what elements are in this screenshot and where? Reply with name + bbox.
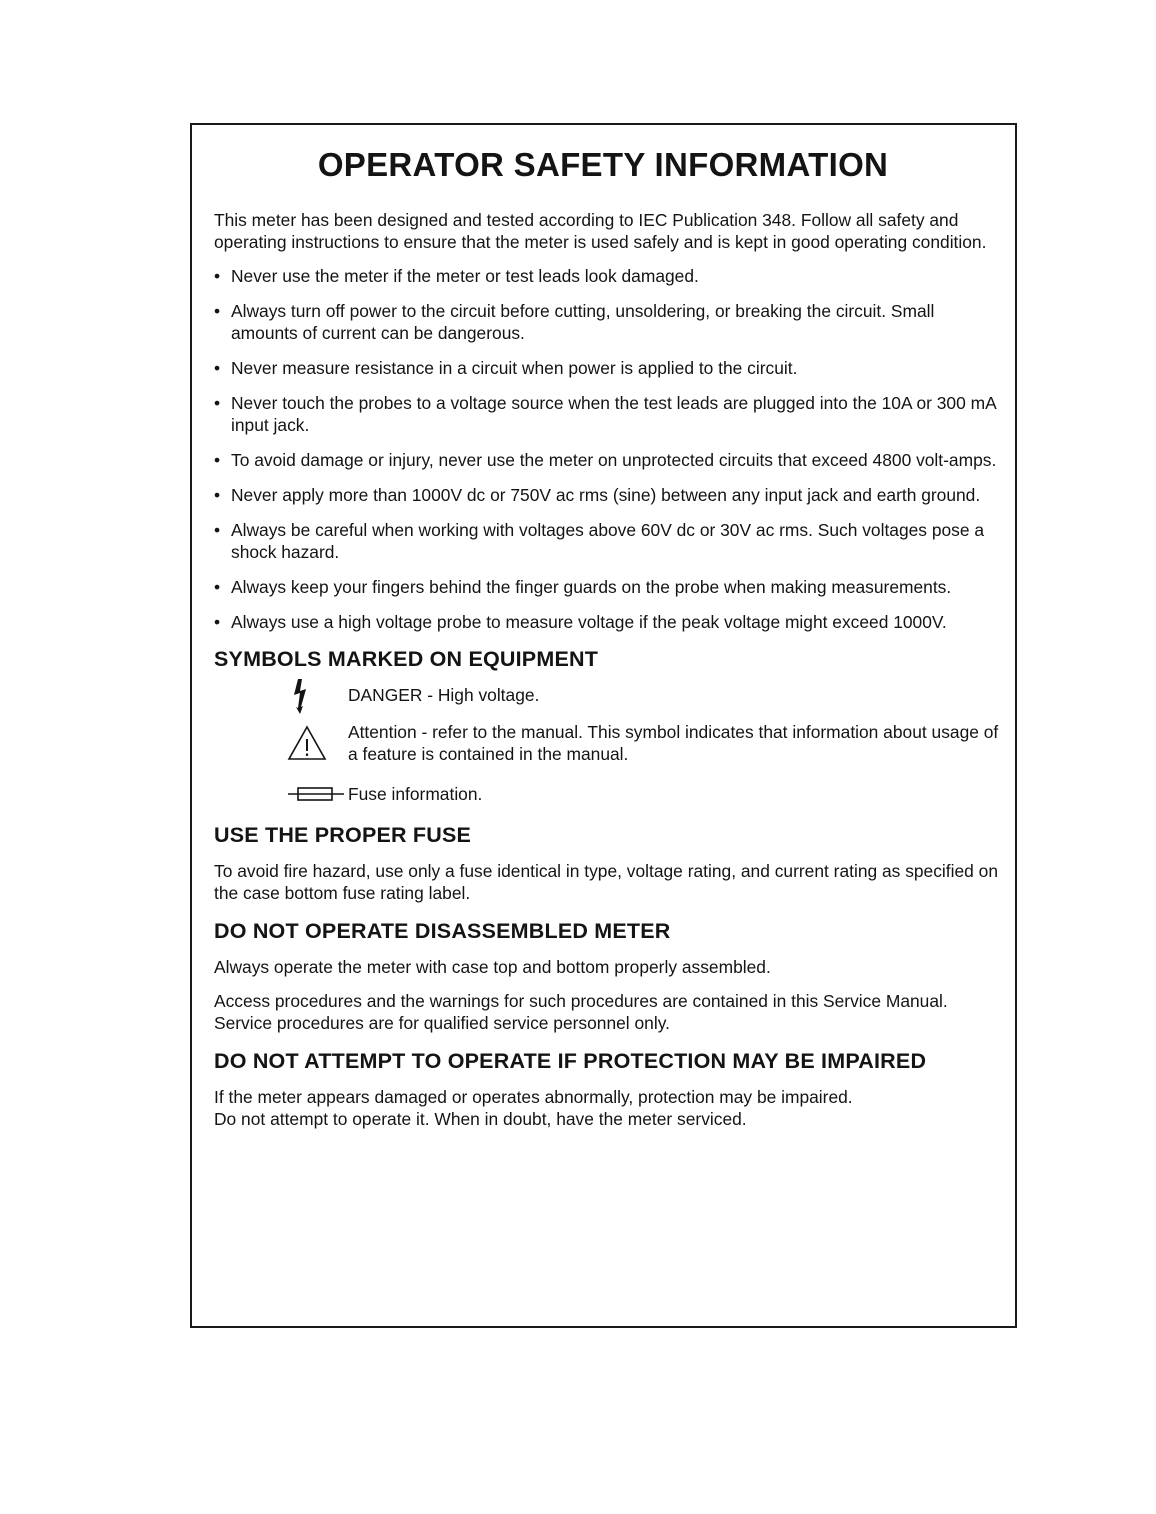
list-item (214, 484, 1004, 506)
bullet-text: Always turn off power to the circuit before cutting, unsoldering, or breaking the circuit. Small amounts of current can be dangerous. (231, 301, 935, 343)
attention-symbol-row (214, 721, 1004, 765)
bullet-icon: • (214, 612, 221, 632)
high-voltage-icon (290, 678, 312, 719)
impaired-section (214, 1048, 1004, 1130)
bullet-icon: • (214, 358, 221, 378)
bullet-text: Always use a high voltage probe to measure voltage if the peak voltage might exceed 1000V. (231, 612, 947, 632)
list-item (214, 611, 1004, 633)
proper-fuse-heading: USE THE PROPER FUSE (214, 823, 472, 847)
proper-fuse-text: To avoid fire hazard, use only a fuse identical in type, voltage rating, and current rating as specified on the case bottom fuse rating label. (214, 861, 999, 903)
safety-info-content (214, 145, 1004, 1130)
disassembled-heading: DO NOT OPERATE DISASSEMBLED METER (214, 919, 671, 943)
impaired-heading: DO NOT ATTEMPT TO OPERATE IF PROTECTION MAY BE IMPAIRED (214, 1049, 927, 1073)
page-title: OPERATOR SAFETY INFORMATION (317, 146, 889, 183)
danger-symbol-row (214, 684, 1004, 706)
list-item (214, 519, 1004, 563)
list-item (214, 357, 1004, 379)
bullet-text: Never use the meter if the meter or test leads look damaged. (231, 266, 699, 286)
list-item (214, 300, 1004, 344)
symbols-heading: SYMBOLS MARKED ON EQUIPMENT (214, 647, 599, 671)
intro-paragraph: This meter has been designed and tested according to IEC Publication 348. Follow all safety and operating instructions to ensure that the meter is used safely and is kept in good operating condition. (214, 210, 987, 252)
warning-triangle-icon (287, 725, 327, 766)
proper-fuse-section (214, 822, 1004, 904)
bullet-icon: • (214, 301, 221, 321)
bullet-text: Always keep your fingers behind the finger guards on the probe when making measurements. (231, 577, 952, 597)
danger-text: DANGER - High voltage. (348, 685, 540, 705)
impaired-text-2: Do not attempt to operate it. When in doubt, have the meter serviced. (214, 1109, 747, 1129)
fuse-icon (288, 785, 344, 807)
bullet-icon: • (214, 577, 221, 597)
disassembled-section (214, 918, 1004, 1034)
attention-text: Attention - refer to the manual. This symbol indicates that information about usage of a feature is contained in the manual. (348, 722, 999, 764)
list-item (214, 576, 1004, 598)
list-item (214, 392, 1004, 436)
symbols-section (214, 646, 1004, 805)
safety-info-frame (190, 123, 1017, 1328)
bullet-text: To avoid damage or injury, never use the meter on unprotected circuits that exceed 4800 volt-amps. (231, 450, 997, 470)
impaired-text-1: If the meter appears damaged or operates abnormally, protection may be impaired. (214, 1087, 853, 1107)
list-item (214, 449, 1004, 471)
bullet-text: Never touch the probes to a voltage source when the test leads are plugged into the 10A or 300 mA input jack. (231, 393, 996, 435)
list-item (214, 265, 1004, 287)
bullet-icon: • (214, 485, 221, 505)
bullet-text: Never apply more than 1000V dc or 750V ac rms (sine) between any input jack and earth ground. (231, 485, 981, 505)
bullet-icon: • (214, 520, 221, 540)
disassembled-text-2: Access procedures and the warnings for such procedures are contained in this Service Manual. Service procedures are for qualified service personnel only. (214, 991, 948, 1033)
fuse-text: Fuse information. (348, 784, 483, 804)
bullet-icon: • (214, 393, 221, 413)
bullet-text: Always be careful when working with voltages above 60V dc or 30V ac rms. Such voltages pose a shock hazard. (231, 520, 985, 562)
bullet-icon: • (214, 266, 221, 286)
bullet-text: Never measure resistance in a circuit when power is applied to the circuit. (231, 358, 798, 378)
disassembled-text-1: Always operate the meter with case top and bottom properly assembled. (214, 957, 771, 977)
safety-bullet-list (214, 265, 1004, 633)
fuse-symbol-row (214, 783, 1004, 805)
bullet-icon: • (214, 450, 221, 470)
